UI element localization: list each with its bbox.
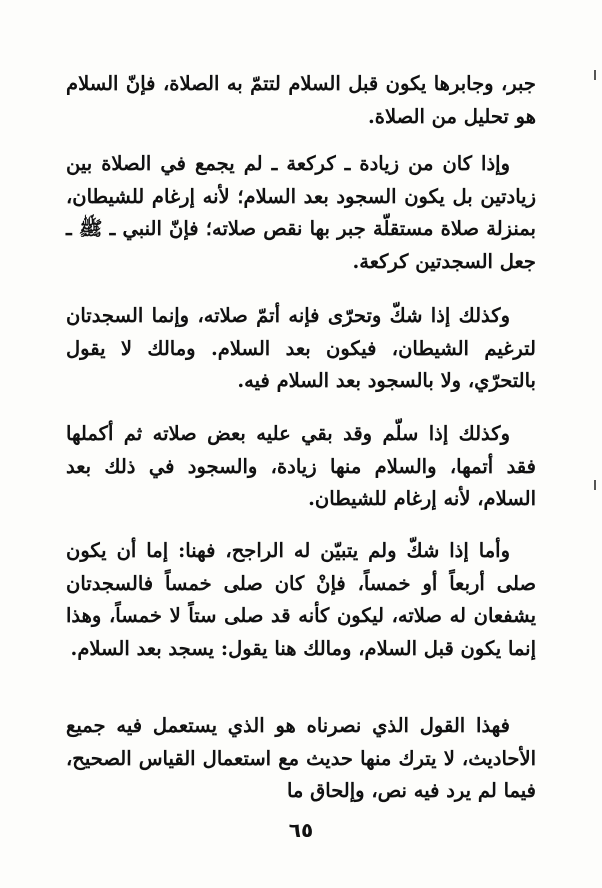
- paragraph-extra-rakah: [66, 148, 536, 278]
- paragraph-conclusion: [66, 710, 536, 808]
- paragraph-doubt-tahari: [66, 300, 536, 398]
- paragraph-text: وأما إذا شكّ ولم يتبيّن له الراجح، فهنا: إما أن يكون صلى أربعاً أو خمساً، فإنْ كان صلى خمساً فالسجدتان يشفعان له صلاته، ليكون كأنه قد صلى ستاً لا خمساً، وهذا إنما يكون قبل السلام، ومالك هنا يقول: يسجد بعد السلام.: [66, 539, 536, 660]
- scan-edge-mark: [594, 480, 596, 490]
- paragraph-text: وكذلك إذا سلّم وقد بقي عليه بعض صلاته ثم أكملها فقد أتمها، والسلام منها زيادة، والسجود في ذلك بعد السلام، لأنه إرغام للشيطان.: [66, 422, 536, 510]
- paragraph-text: فهذا القول الذي نصرناه هو الذي يستعمل فيه جميع الأحاديث، لا يترك منها حديث مع استعمال القياس الصحيح، فيما لم يرد فيه نص، وإلحاق ما: [66, 714, 536, 802]
- page-number: ٦٥: [288, 818, 314, 842]
- paragraph-text: وإذا كان من زيادة ـ كركعة ـ لم يجمع في الصلاة بين زيادتين بل يكون السجود بعد السلام؛ لأنه إرغام للشيطان، بمنزلة صلاة مستقلّة جبر بها نقص صلاته؛ فإنّ النبي ـ ﷺ ـ جعل السجدتين كركعة.: [66, 152, 536, 273]
- paragraph-text: جبر، وجابرها يكون قبل السلام لتتمّ به الصلاة، فإنّ السلام هو تحليل من الصلاة.: [66, 72, 536, 128]
- paragraph-text: وكذلك إذا شكّ وتحرّى فإنه أتمّ صلاته، وإنما السجدتان لترغيم الشيطان، فيكون بعد السلام. ومالك لا يقول بالتحرّي، ولا بالسجود بعد السلام فيه.: [66, 304, 536, 392]
- paragraph-unresolved-doubt: [66, 535, 536, 665]
- paragraph-continued: [66, 68, 536, 133]
- paragraph-salam-before-completion: [66, 418, 536, 516]
- scan-edge-mark: [594, 70, 596, 80]
